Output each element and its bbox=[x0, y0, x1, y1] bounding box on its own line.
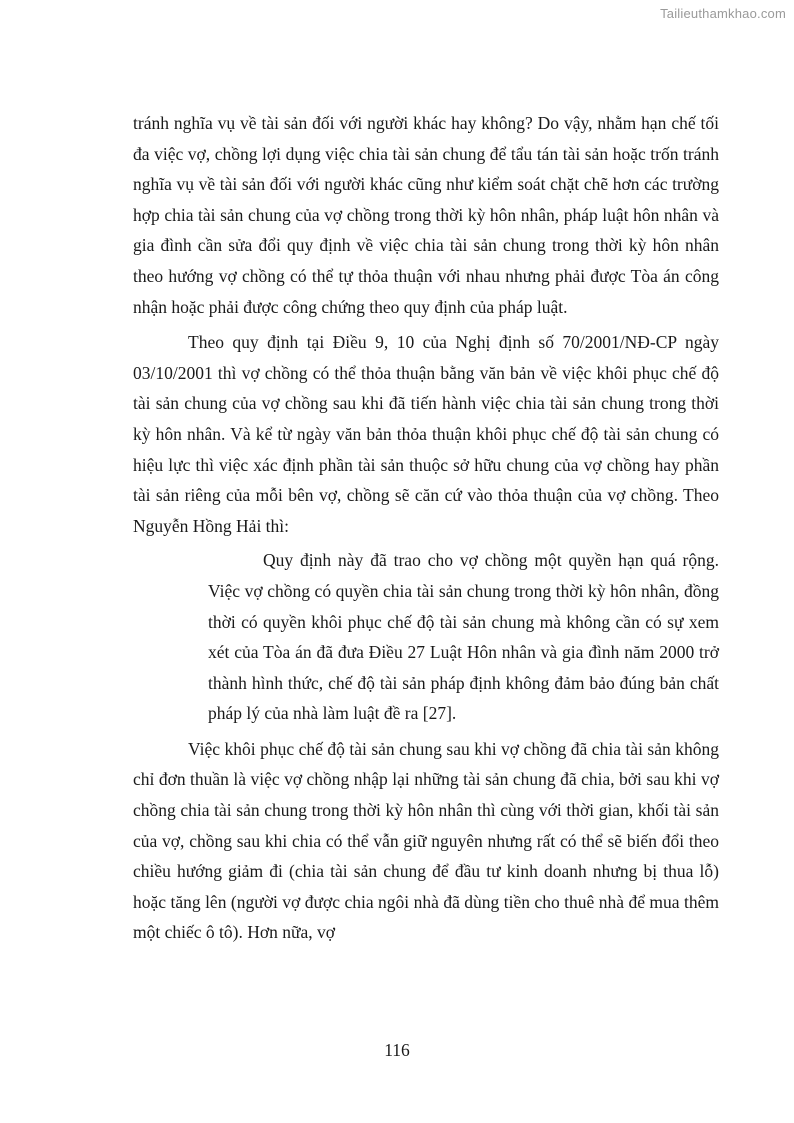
page-number: 116 bbox=[384, 1040, 410, 1060]
paragraph-continuation: tránh nghĩa vụ về tài sản đối với người khác hay không? Do vậy, nhằm hạn chế tối đa việc vợ, chồng lợi dụng việc chia tài sản chung để tẩu tán tài sản hoặc trốn tránh nghĩa vụ về tài sản đối với người khác cũng như kiểm soát chặt chẽ hơn các trường hợp chia tài sản chung của vợ chồng trong thời kỳ hôn nhân, pháp luật hôn nhân và gia đình cần sửa đổi quy định về việc chia tài sản chung trong thời kỳ hôn nhân theo hướng vợ chồng có thể tự thỏa thuận với nhau nhưng phải được Tòa án công nhận hoặc phải được công chứng theo quy định của pháp luật. bbox=[133, 113, 719, 317]
paragraph-decree: Theo quy định tại Điều 9, 10 của Nghị định số 70/2001/NĐ-CP ngày 03/10/2001 thì vợ chồng có thể thỏa thuận bằng văn bản về việc khôi phục chế độ tài sản chung của vợ chồng sau khi đã tiến hành việc chia tài sản chung trong thời kỳ hôn nhân. Và kể từ ngày văn bản thỏa thuận khôi phục chế độ tài sản chung có hiệu lực thì việc xác định phần tài sản thuộc sở hữu chung của vợ chồng hay phần tài sản riêng của mỗi bên vợ, chồng sẽ căn cứ vào thỏa thuận của vợ chồng. Theo Nguyễn Hồng Hải thì: bbox=[133, 332, 719, 536]
watermark: Tailieuthamkhao.com bbox=[660, 6, 786, 21]
block-quote: Quy định này đã trao cho vợ chồng một quyền hạn quá rộng. Việc vợ chồng có quyền chia tài sản chung trong thời kỳ hôn nhân, đồng thời có quyền khôi phục chế độ tài sản chung mà không cần có sự xem xét của Tòa án đã đưa Điều 27 Luật Hôn nhân và gia đình năm 2000 trở thành hình thức, chế độ tài sản pháp định không đảm bảo đúng bản chất pháp lý của nhà làm luật đề ra [27]. bbox=[208, 550, 719, 724]
paragraph-restoration: Việc khôi phục chế độ tài sản chung sau khi vợ chồng đã chia tài sản không chỉ đơn thuần là việc vợ chồng nhập lại những tài sản chung đã chia, bởi sau khi vợ chồng chia tài sản chung trong thời kỳ hôn nhân thì cùng với thời gian, khối tài sản của vợ, chồng sau khi chia có thể vẫn giữ nguyên nhưng rất có thể sẽ biến đổi theo chiều hướng giảm đi (chia tài sản chung để đầu tư kinh doanh nhưng bị thua lỗ) hoặc tăng lên (người vợ được chia ngôi nhà đã dùng tiền cho thuê nhà để mua thêm một chiếc ô tô). Hơn nữa, vợ bbox=[133, 738, 719, 943]
page-body bbox=[133, 108, 719, 948]
